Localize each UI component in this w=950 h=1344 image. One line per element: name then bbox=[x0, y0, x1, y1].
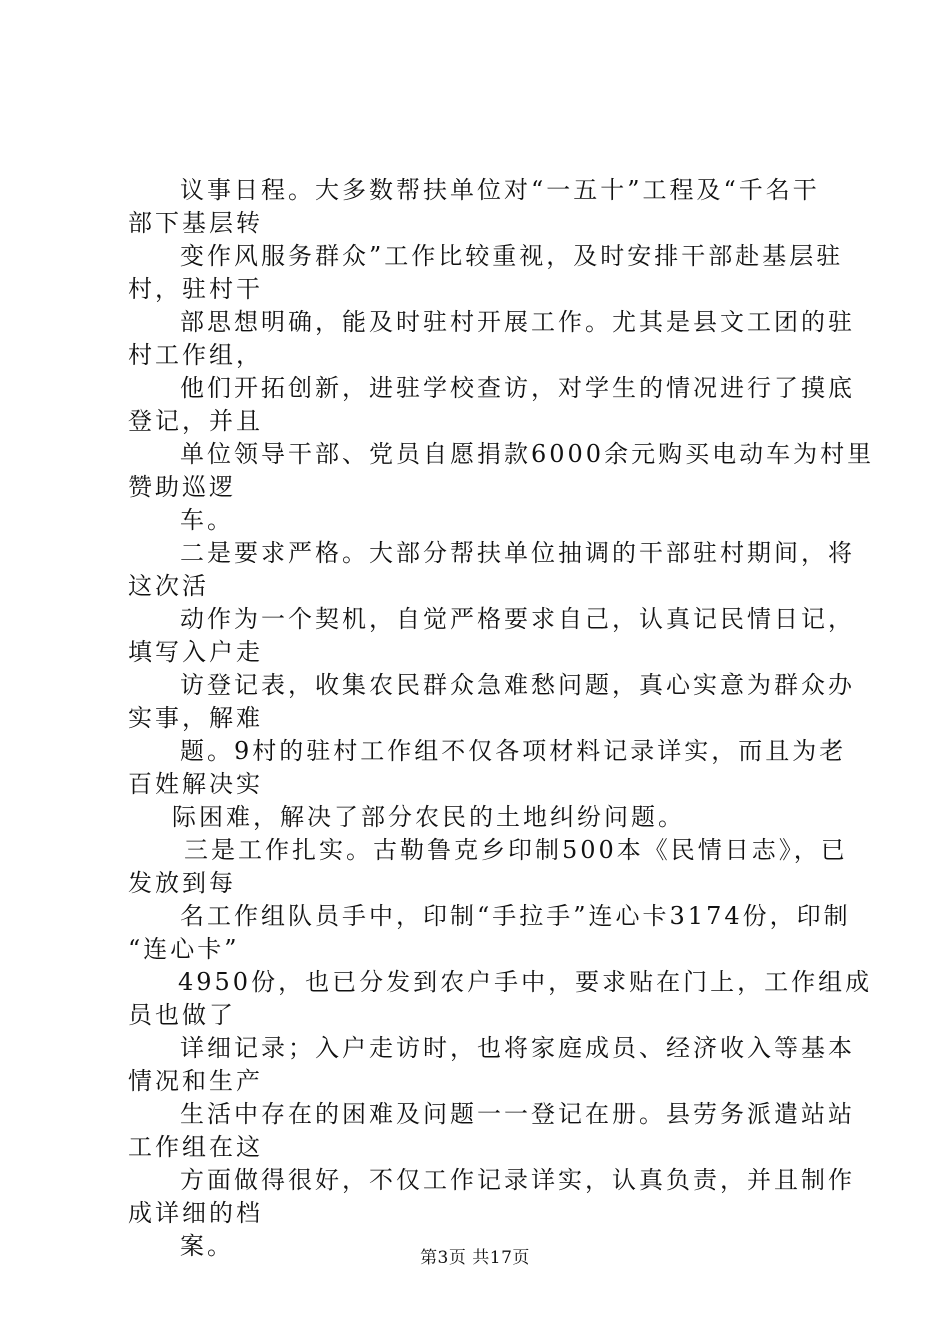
text-line-17 bbox=[128, 1164, 855, 1230]
line-first-part: 议事日程。大多数帮扶单位对“一五十”工程及“千名干 bbox=[180, 176, 820, 204]
text-line-5 bbox=[128, 438, 875, 504]
text-line-4 bbox=[128, 372, 855, 438]
text-line-10 bbox=[128, 735, 848, 801]
line-first-part: 案。 bbox=[180, 1232, 234, 1260]
document-body bbox=[128, 174, 875, 1263]
text-line-6 bbox=[128, 504, 848, 537]
line-first-part: 4950份，也已分发到农户手中，要求贴在门上，工作组成 bbox=[178, 968, 873, 996]
text-line-11 bbox=[128, 801, 848, 834]
line-wrap-part: 填写入户走 bbox=[128, 638, 263, 666]
line-first-part: 际困难，解决了部分农民的土地纠纷问题。 bbox=[172, 803, 685, 831]
line-wrap-part: 部下基层转 bbox=[128, 209, 263, 237]
line-wrap-part: 工作组在这 bbox=[128, 1133, 263, 1161]
line-first-part: 二是要求严格。大部分帮扶单位抽调的干部驻村期间，将 bbox=[180, 539, 855, 567]
line-first-part: 部思想明确，能及时驻村开展工作。尤其是县文工团的驻 bbox=[180, 308, 855, 336]
line-first-part: 名工作组队员手中，印制“手拉手”连心卡3174份，印制 bbox=[180, 902, 851, 930]
line-first-part: 动作为一个契机，自觉严格要求自己，认真记民情日记， bbox=[180, 605, 855, 633]
text-line-13 bbox=[128, 900, 851, 966]
line-first-part: 访登记表，收集农民群众急难愁问题，真心实意为群众办 bbox=[180, 671, 855, 699]
text-line-12 bbox=[128, 834, 848, 900]
line-wrap-part: 发放到每 bbox=[128, 869, 236, 897]
line-first-part: 单位领导干部、党员自愿捐款6000余元购买电动车为村里 bbox=[180, 440, 875, 468]
text-line-1 bbox=[128, 174, 848, 240]
text-line-3 bbox=[128, 306, 855, 372]
text-line-16 bbox=[128, 1098, 855, 1164]
line-first-part: 详细记录；入户走访时，也将家庭成员、经济收入等基本 bbox=[180, 1034, 855, 1062]
text-line-2 bbox=[128, 240, 848, 306]
line-first-part: 方面做得很好，不仅工作记录详实，认真负责，并且制作 bbox=[180, 1166, 855, 1194]
line-first-part: 生活中存在的困难及问题一一登记在册。县劳务派遣站站 bbox=[180, 1100, 855, 1128]
line-wrap-part: 赞助巡逻 bbox=[128, 473, 236, 501]
line-first-part: 三是工作扎实。古勒鲁克乡印制500本《民情日志》，已 bbox=[184, 836, 848, 864]
line-wrap-part: 员也做了 bbox=[128, 1001, 236, 1029]
line-wrap-part: 村，驻村干 bbox=[128, 275, 263, 303]
page-number-footer: 第3页 共17页 bbox=[420, 1248, 530, 1268]
line-wrap-part: 成详细的档 bbox=[128, 1199, 263, 1227]
line-wrap-part: “连心卡” bbox=[128, 935, 240, 963]
line-wrap-part: 实事，解难 bbox=[128, 704, 263, 732]
line-wrap-part: 百姓解决实 bbox=[128, 770, 263, 798]
text-line-7 bbox=[128, 537, 855, 603]
line-first-part: 题。9村的驻村工作组不仅各项材料记录详实，而且为老 bbox=[180, 737, 847, 765]
line-first-part: 变作风服务群众”工作比较重视，及时安排干部赴基层驻 bbox=[180, 242, 844, 270]
line-wrap-part: 情况和生产 bbox=[128, 1067, 263, 1095]
line-wrap-part: 村工作组， bbox=[128, 341, 263, 369]
line-wrap-part: 登记，并且 bbox=[128, 407, 263, 435]
text-line-9 bbox=[128, 669, 855, 735]
text-line-14 bbox=[128, 966, 873, 1032]
text-line-8 bbox=[128, 603, 855, 669]
line-wrap-part: 这次活 bbox=[128, 572, 209, 600]
line-first-part: 车。 bbox=[180, 506, 234, 534]
text-line-15 bbox=[128, 1032, 855, 1098]
line-first-part: 他们开拓创新，进驻学校查访，对学生的情况进行了摸底 bbox=[180, 374, 855, 402]
